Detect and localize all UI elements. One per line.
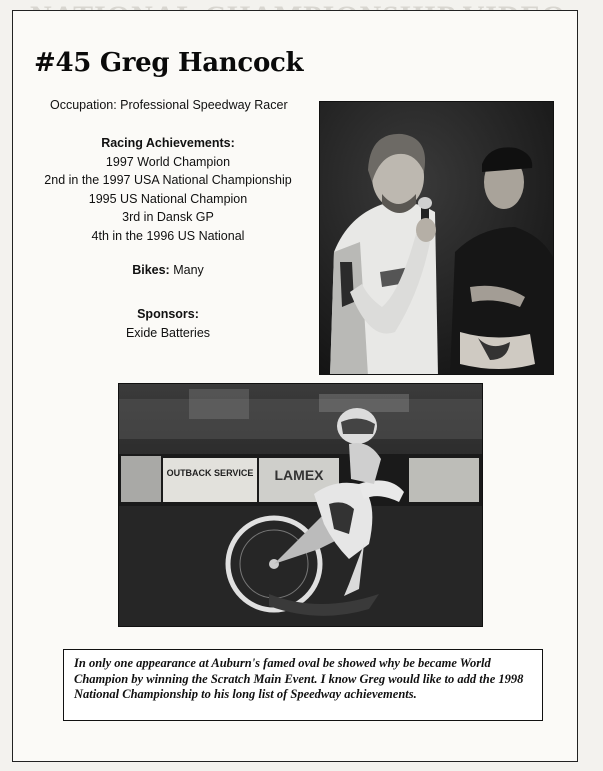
achievements-block xyxy=(40,134,296,246)
achievement-item: 1997 World Champion xyxy=(105,154,231,169)
race-photo xyxy=(118,383,483,627)
sponsors-block xyxy=(40,305,296,343)
achievements-heading: Racing Achievements: xyxy=(101,136,235,150)
sponsors-value: Exide Batteries xyxy=(125,326,211,340)
race-photo-image xyxy=(119,384,483,627)
achievement-item: 2nd in the 1997 USA National Championship xyxy=(44,173,292,188)
interview-photo-image xyxy=(320,102,554,375)
achievement-item: 4th in the 1996 US National xyxy=(91,228,245,243)
page-title: #45 Greg Hancock xyxy=(34,48,304,78)
occupation-text: Occupation: Professional Speedway Racer xyxy=(50,98,288,112)
bikes-label: Bikes: xyxy=(132,263,170,277)
sponsors-heading: Sponsors: xyxy=(137,307,199,321)
bikes-line xyxy=(40,263,296,277)
achievement-item: 3rd in Dansk GP xyxy=(122,210,214,225)
achievement-item: 1995 US National Champion xyxy=(88,191,248,206)
caption-box xyxy=(63,649,543,721)
bikes-value: Many xyxy=(173,263,204,277)
caption-text: In only one appearance at Auburn's famed oval be showed why be became World Champion by winning the Scratch Main Event. I know Greg would like to add the 1998 National Championship to his long list of Speedway achievements. xyxy=(74,656,524,701)
sign-lamex: LAMEX xyxy=(274,467,324,483)
sign-outback: OUTBACK SERVICE xyxy=(166,468,254,478)
interview-photo xyxy=(319,101,554,375)
